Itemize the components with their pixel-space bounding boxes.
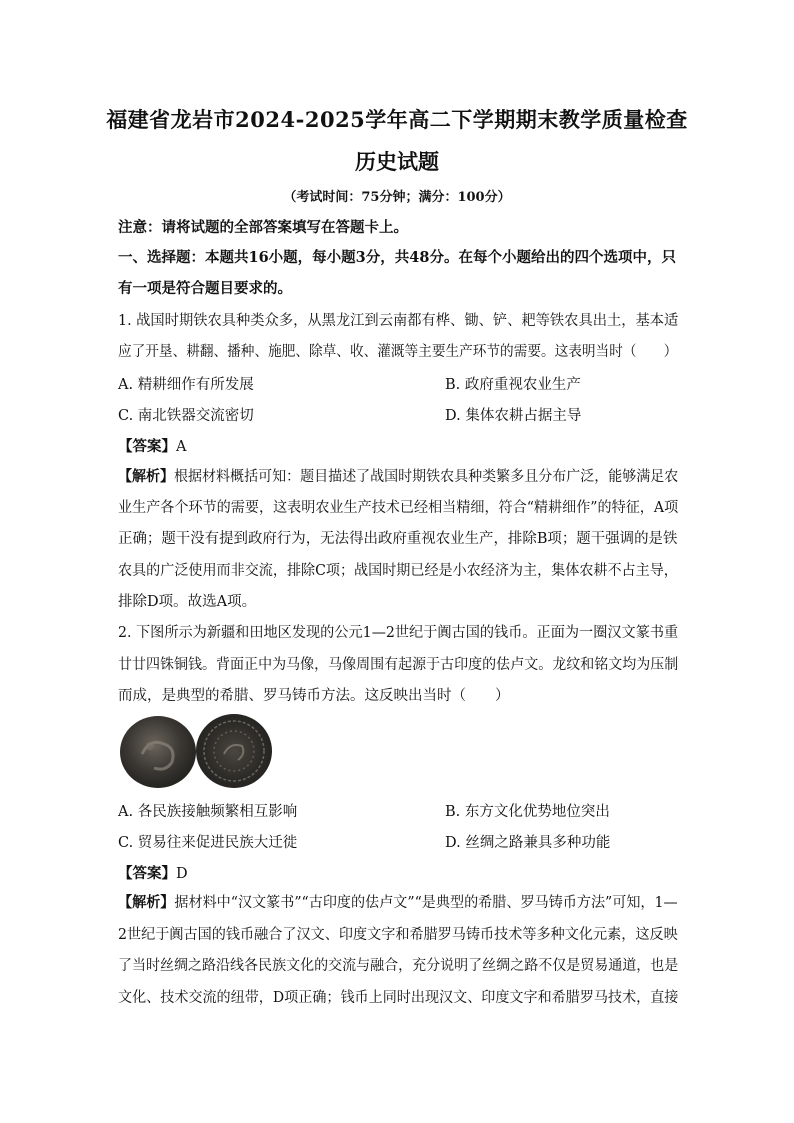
q2-stem-line3: 而成，是典型的希腊、罗马铸币方法。这反映出当时（ ） (118, 688, 510, 704)
q1-stem-line2: 应了开垦、耕翻、播种、施肥、除草、收、灌溉等主要生产环节的需要。这表明当时（ ） (118, 344, 678, 360)
q1-stem-line1: 1. 战国时期铁农具种类众多，从黑龙江到云南都有桦、锄、铲、耙等铁农具出土，基本适 (118, 313, 679, 329)
q2-stem-line1: 2. 下图所示为新疆和田地区发现的公元1—2世纪于阗古国的钱币。正面为一圈汉文篆书重 (118, 625, 679, 641)
q2-option-c: C. 贸易往来促进民族大迁徙 (118, 835, 298, 851)
q2-analysis-label: 【解析】 (118, 894, 175, 911)
q2-analysis-line4: 文化、技术交流的纽带，D项正确；钱币上同时出现汉文、印度文字和希腊罗马技术，直接 (118, 990, 679, 1006)
coin-back-image (196, 714, 272, 788)
q2-answer (118, 862, 188, 883)
q1-analysis-line2: 业生产各个环节的需要，这表明农业生产技术已经相当精细，符合“精耕细作”的特征，A项 (118, 500, 679, 516)
section-heading-line2: 有一项是符合题目要求的。 (118, 280, 292, 297)
q2-analysis-line2: 2世纪于阗古国的钱币融合了汉文、印度文字和希腊罗马铸币技术等多种文化元素，这反映 (118, 927, 678, 943)
q1-analysis-line5: 排除D项。故选A项。 (118, 594, 257, 610)
q2-option-a: A. 各民族接触频繁相互影响 (118, 804, 298, 820)
q1-answer-label: 【答案】 (118, 438, 176, 455)
q1-option-a: A. 精耕细作有所发展 (118, 377, 254, 393)
section-heading-line1: 一、选择题：本题共16小题，每小题3分，共48分。在每个小题给出的四个选项中，只 (118, 249, 676, 266)
q1-option-d: D. 集体农耕占据主导 (445, 408, 582, 424)
q1-answer (118, 435, 186, 456)
document-subtitle: 历史试题 (355, 149, 439, 174)
q2-answer-value: D (176, 866, 188, 882)
document-title: 福建省龙岩市2024-2025学年高二下学期期末教学质量检查 (106, 107, 688, 132)
q1-option-c: C. 南北铁器交流密切 (118, 408, 254, 424)
q1-option-b: B. 政府重视农业生产 (445, 377, 581, 393)
q1-analysis-text1: 根据材料概括可知：题目描述了战国时期铁农具种类繁多且分布广泛，能够满足农 (174, 469, 679, 485)
q2-option-d: D. 丝绸之路兼具多种功能 (445, 835, 611, 851)
q2-answer-label: 【答案】 (118, 865, 176, 882)
q2-analysis-line3: 了当时丝绸之路沿线各民族文化的交流与融合，充分说明了丝绸之路不仅是贸易通道，也是 (118, 958, 679, 974)
q2-analysis-line1 (118, 893, 678, 913)
exam-info: （考试时间：75分钟；满分：100分） (283, 190, 511, 205)
q1-analysis-line3: 正确；题干没有提到政府行为，无法得出政府重视农业生产，排除B项；题干强调的是铁 (118, 531, 678, 547)
q1-analysis-label: 【解析】 (118, 468, 175, 485)
q2-analysis-text1: 据材料中“汉文篆书”“古印度的佉卢文”“是典型的希腊、罗马铸币方法”可知，1— (174, 895, 678, 911)
q1-answer-value: A (176, 439, 187, 455)
q2-stem-line2: 廿廿四铢铜钱。背面正中为马像，马像周围有起源于古印度的佉卢文。龙纹和铭文均为压制 (118, 657, 679, 673)
notice: 注意：请将试题的全部答案填写在答题卡上。 (118, 219, 408, 236)
coin-front-image (120, 716, 196, 788)
q1-analysis-line1 (118, 467, 679, 487)
q1-analysis-line4: 农具的广泛使用而非交流，排除C项；战国时期已经是小农经济为主，集体农耕不占主导， (118, 563, 678, 579)
q2-option-b: B. 东方文化优势地位突出 (445, 804, 610, 820)
